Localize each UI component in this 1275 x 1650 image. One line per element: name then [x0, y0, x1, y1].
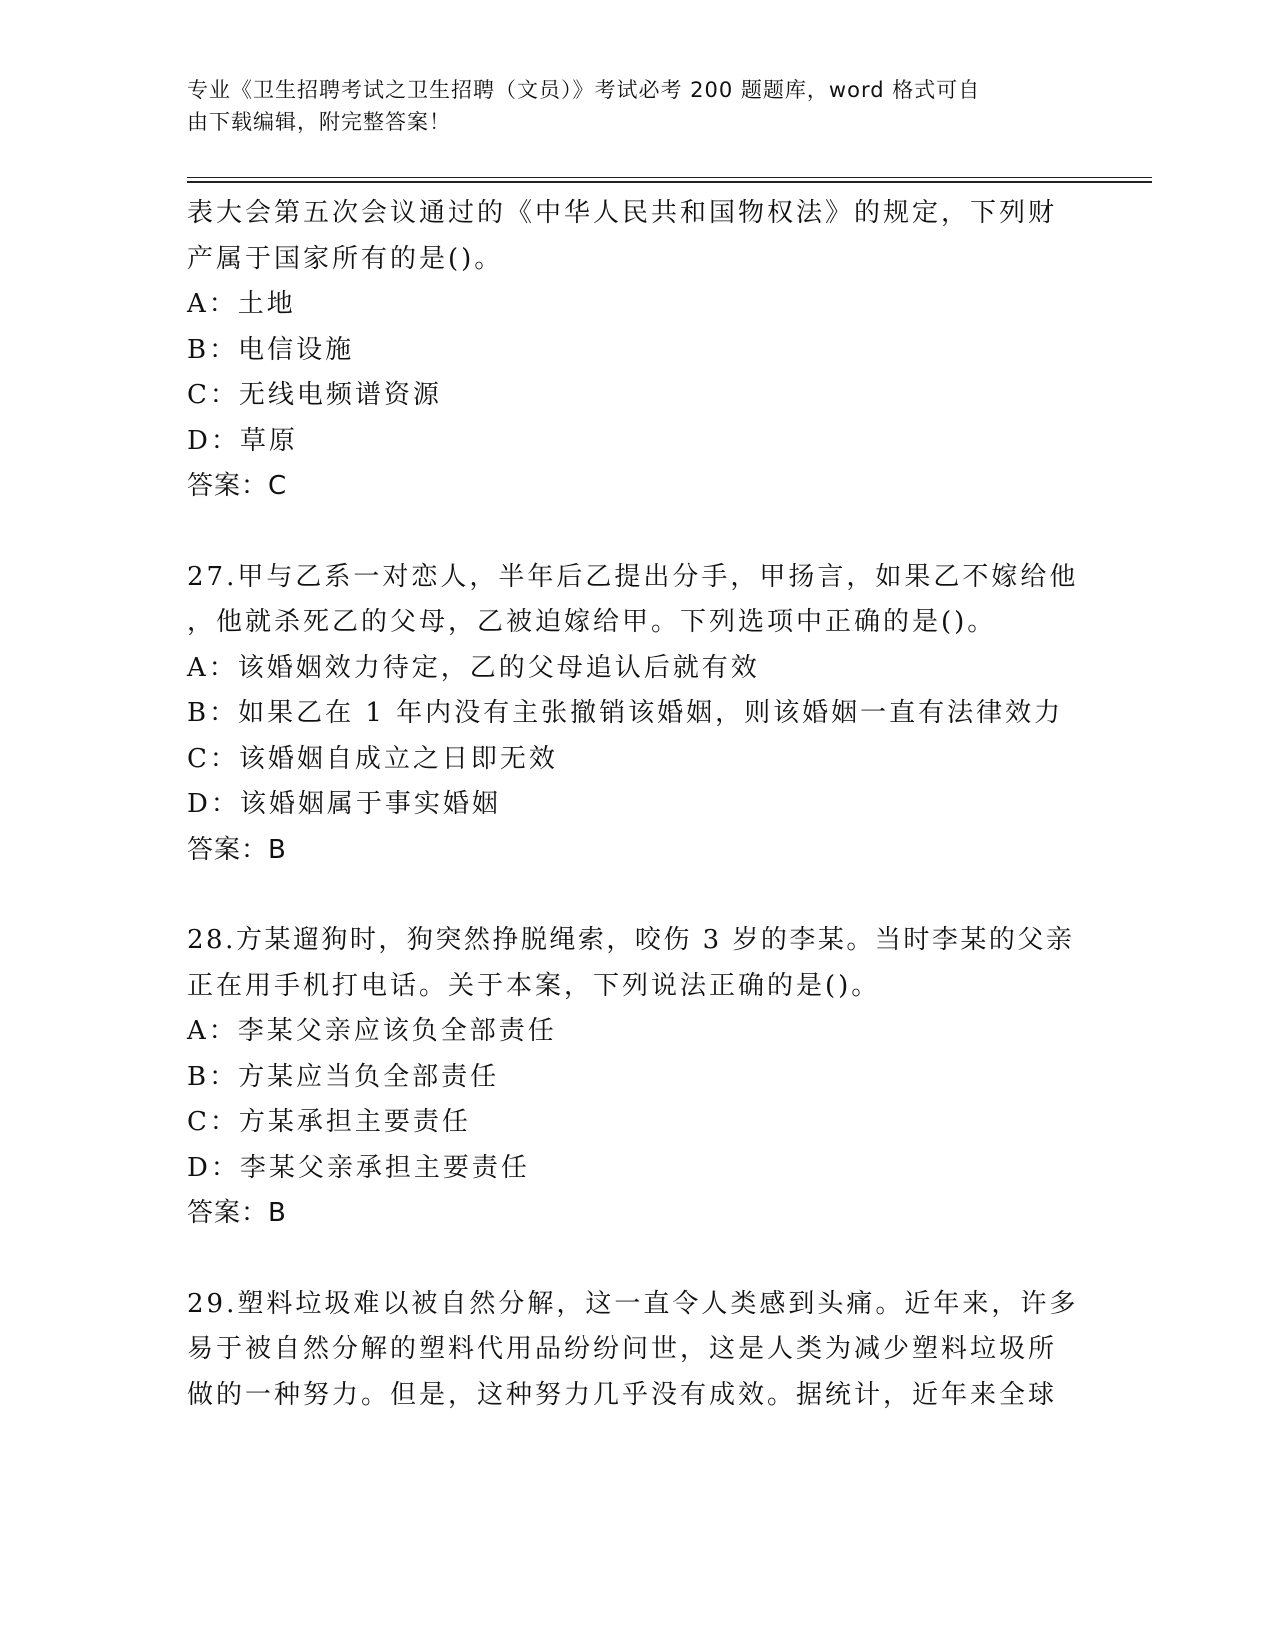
page-header: [187, 74, 1067, 138]
option-c: C：该婚姻自成立之日即无效: [187, 743, 558, 774]
question-27: [187, 555, 1087, 874]
header-rule-thick: [187, 181, 1152, 183]
question-stem-line: 产属于国家所有的是()。: [187, 243, 504, 274]
answer-line: 答案：B: [187, 1198, 287, 1228]
question-stem-line: ，他就杀死乙的父母，乙被迫嫁给甲。下列选项中正确的是()。: [187, 607, 997, 637]
question-spacer: [187, 510, 1087, 555]
question-spacer: [187, 873, 1087, 918]
header-line-1: 专业《卫生招聘考试之卫生招聘（文员）》考试必考 200 题题库，word 格式可自: [187, 78, 981, 102]
header-line-2: 由下载编辑，附完整答案！: [187, 110, 451, 134]
question-stem-line: 易于被自然分解的塑料代用品纷纷问世，这是人类为减少塑料垃圾所: [187, 1334, 1058, 1364]
question-stem-line: 28.方某遛狗时，狗突然挣脱绳索，咬伤 3 岁的李某。当时李某的父亲: [187, 925, 1075, 955]
option-a: A：土地: [187, 289, 296, 319]
question-29: [187, 1282, 1087, 1419]
option-d: D：该婚姻属于事实婚姻: [187, 789, 501, 819]
option-d: D：李某父亲承担主要责任: [187, 1152, 530, 1183]
option-b: B：方某应当负全部责任: [187, 1061, 500, 1092]
question-stem-line: 表大会第五次会议通过的《中华人民共和国物权法》的规定，下列财: [187, 198, 1058, 228]
option-d: D：草原: [187, 425, 298, 456]
question-stem-line: 正在用手机打电话。关于本案，下列说法正确的是()。: [187, 970, 881, 1001]
option-b: B：电信设施: [187, 334, 355, 365]
question-stem-line: 27.甲与乙系一对恋人，半年后乙提出分手，甲扬言，如果乙不嫁给他: [187, 561, 1079, 592]
answer-line: 答案：C: [187, 471, 288, 501]
question-26: [187, 191, 1087, 510]
header-rule-thin: [187, 177, 1152, 178]
question-spacer: [187, 1237, 1087, 1282]
question-28: [187, 918, 1087, 1237]
option-c: C：无线电频谱资源: [187, 380, 442, 410]
answer-line: 答案：B: [187, 834, 287, 865]
option-a: A：李某父亲应该负全部责任: [187, 1016, 557, 1046]
option-b: B：如果乙在 1 年内没有主张撤销该婚姻，则该婚姻一直有法律效力: [187, 698, 1064, 728]
option-a: A：该婚姻效力待定，乙的父母追认后就有效: [187, 652, 760, 683]
question-stem-line: 29.塑料垃圾难以被自然分解，这一直令人类感到头痛。近年来，许多: [187, 1288, 1079, 1319]
question-list: [187, 191, 1087, 1418]
option-c: C：方某承担主要责任: [187, 1107, 471, 1137]
question-stem-line: 做的一种努力。但是，这种努力几乎没有成效。据统计，近年来全球: [187, 1379, 1058, 1410]
